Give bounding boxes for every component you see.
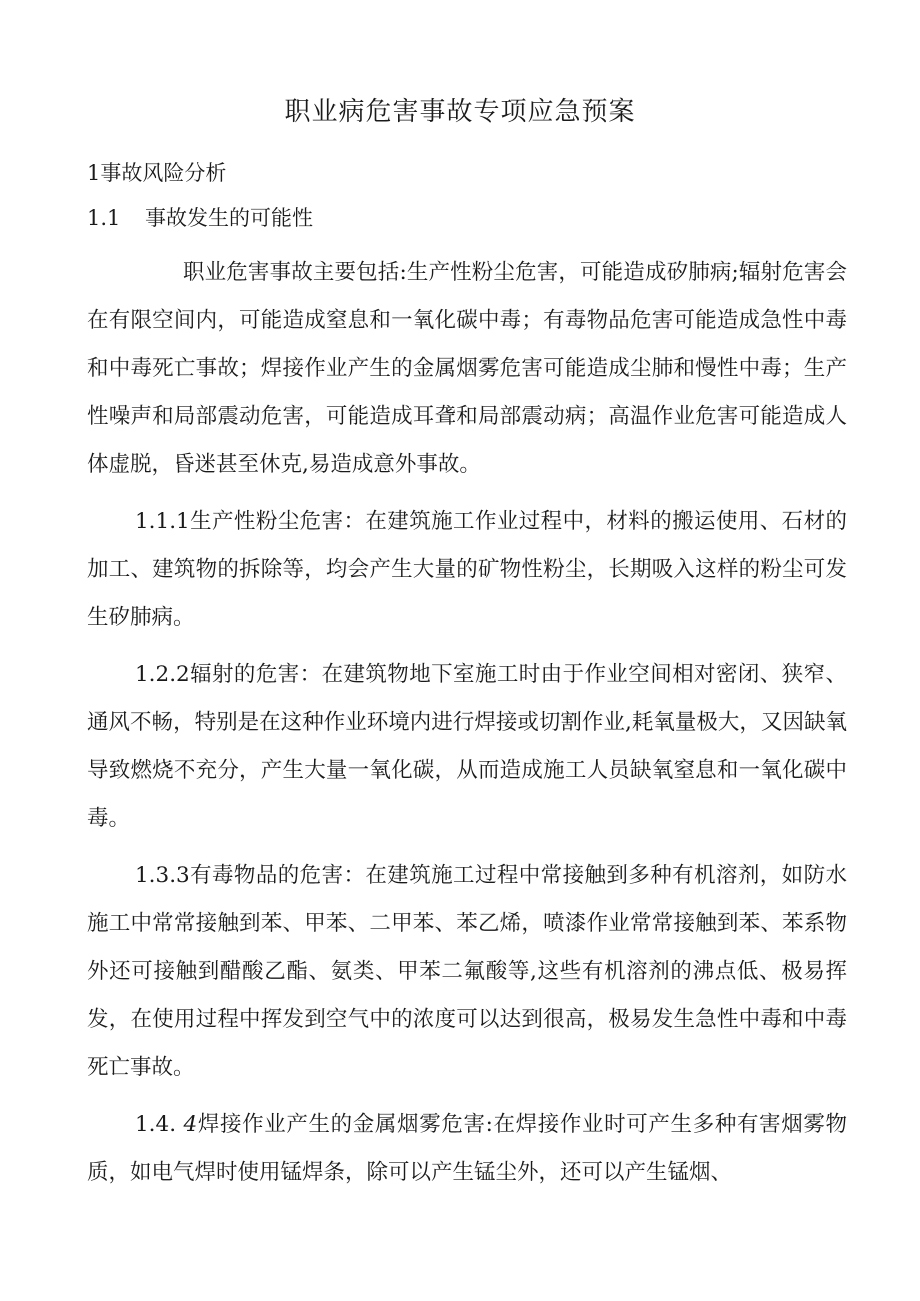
paragraph-1-4: [87, 1101, 847, 1197]
paragraph-1-2-2: 1.2.2辐射的危害：在建筑物地下室施工时由于作业空间相对密闭、狭窄、通风不畅，特别是在这种作业环境内进行焊接或切割作业,耗氧量极大，又因缺氧导致燃烧不充分，产生大量一氧化碳，从而造成施工人员缺氧窒息和一氧化碳中毒。: [87, 662, 847, 831]
paragraph-intro: 职业危害事故主要包括:生产性粉尘危害，可能造成矽肺病;辐射危害会在有限空间内，可能造成窒息和一氧化碳中毒；有毒物品危害可能造成急性中毒和中毒死亡事故；焊接作业产生的金属烟雾危害可能造成尘肺和慢性中毒；生产性噪声和局部震动危害，可能造成耳聋和局部震动病；高温作业危害可能造成人体虚脱，昏迷甚至休克,易造成意外事故。: [87, 260, 847, 477]
section-title: 事故发生的可能性: [145, 206, 313, 230]
paragraph-1-1-1: 1.1.1生产性粉尘危害：在建筑施工作业过程中，材料的搬运使用、石材的加工、建筑物的拆除等，均会产生大量的矿物性粉尘，长期吸入这样的粉尘可发生矽肺病。: [87, 509, 847, 630]
document-body: [87, 249, 847, 1197]
paragraph-1-4-prefix: 1.4.: [135, 1112, 177, 1137]
document-title: 职业病危害事故专项应急预案: [284, 97, 636, 127]
section-heading-1: 1事故风险分析: [87, 161, 227, 185]
paragraph-1-4-number: 4: [183, 1112, 198, 1137]
paragraph-1-4-text: 焊接作业产生的金属烟雾危害:在焊接作业时可产生多种有害烟雾物质，如电气焊时使用锰焊条，除可以产生锰尘外，还可以产生锰烟、: [87, 1112, 848, 1185]
paragraph-1-3-3: 1.3.3有毒物品的危害：在建筑施工过程中常接触到多种有机溶剂，如防水施工中常常接触到苯、甲苯、二甲苯、苯乙烯，喷漆作业常常接触到苯、苯系物外还可接触到醋酸乙酯、氨类、甲苯二氟酸等,这些有机溶剂的沸点低、极易挥发，在使用过程中挥发到空气中的浓度可以达到很高，极易发生急性中毒和中毒死亡事故。: [87, 863, 847, 1080]
section-number: 1.1: [87, 206, 121, 230]
section-heading-1-1: [87, 203, 313, 233]
